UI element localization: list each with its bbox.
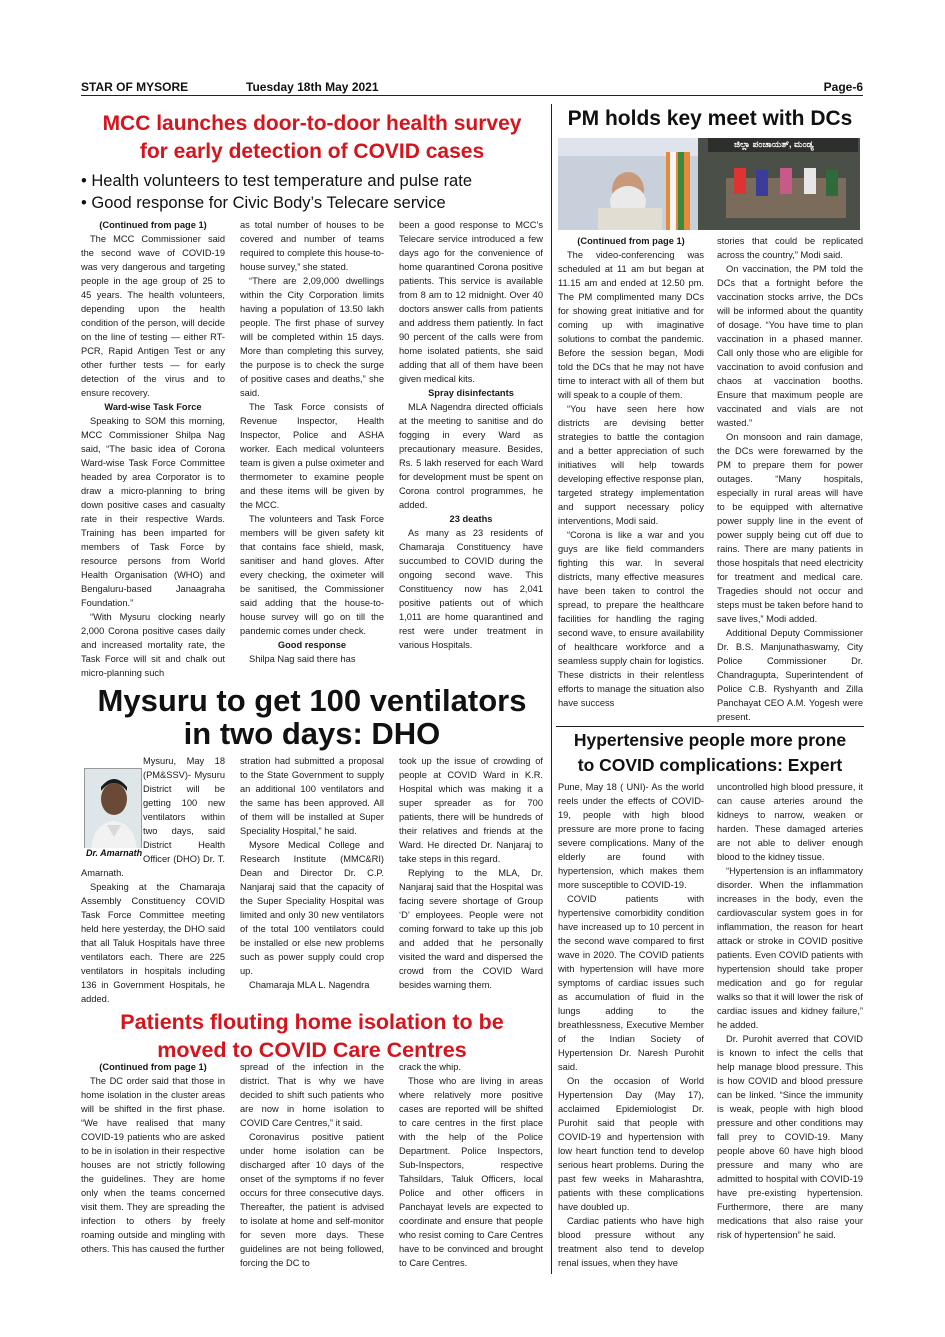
pm-column-1: (Continued from page 1) The video-conferencing was scheduled at 11 am but began at 11.15 am and ended at 12.50 pm. The PM complimented many DCs for showing great initiative and for coming up with imaginative solutions to combat the pandemic. Before the session began, Modi told the DCs that he may not have time to interact with all of them but will speak to a couple of them. “You have seen here how districts are devising better strategies to battle the contagion and a better appreciation of such initiatives will help towards developing effective response plan, targeted strategy implementation and support necessary policy interventions, Modi said. “Corona is like a war and you guys are like field commanders fighting this war. In several districts, many effective measures have been taken to control the spread, to prepare the healthcare facilities for handling the raging second wave, to ensure availability of healthcare workforce and a seamless supply chain for logistics. These districts in their relentless efforts to manage the situation also have success bbox=[558, 236, 704, 708]
mcc-column-2: as total number of houses to be covered and number of teams required to complete this house-to-house survey,” she stated. “There are 2,09,000 dwellings within the City Corporation limits having a population of 13.50 lakh people. The first phase of survey will be completed within 15 days. More than completing this survey, the purpose is to check the surge of positive cases and deaths,” she said. The Task Force consists of Revenue Inspector, Health Inspector, Police and ASHA worker. Each medical volunteers team is given a pulse oximeter and thermometer to examine people and these items will be given by the MCC. The volunteers and Task Force members will be given safety kit that contains face shield, mask, sanitiser and hand gloves. After every checking, the oximeter will be sanitised, the Commissioner said adding that the house-to-house survey will go on till the pandemic comes under check. Good response Shilpa Nag said there has bbox=[240, 220, 384, 664]
screen-caption-text: ಜಿಲ್ಲಾ ಪಂಚಾಯತ್, ಮಂಡ್ಯ bbox=[734, 139, 814, 149]
isolation-column-1: (Continued from page 1) The DC order said that those in home isolation in the cluster areas will be shifted in the first phase. “We have realised that many COVID-19 patients who are asked to be in isolation in their respective houses are not strictly following the guidelines. They are home only when the teams concerned visit them. They are spreading the infection to others by freely roaming outside and mingling with others. This has caused the further bbox=[81, 1062, 225, 1254]
column-divider-lower bbox=[551, 726, 552, 1274]
mcc-deck: • Health volunteers to test temperature and pulse rate • Good response for Civic Body’s Telecare service bbox=[81, 172, 472, 212]
ventilators-headline: Mysuru to get 100 ventilators in two days: DHO bbox=[97, 683, 527, 751]
ventilators-column-1: Mysuru, May 18 (PM&SSV)- Mysuru District will be getting 100 new ventilators within two days, said District Health Officer (DHO) Dr. T. Amarnath. Speaking at the Chamaraja Assembly Constituency COVID Task Force Committee meeting held here yesterday, the DHO said that all Taluk Hospitals have three ventilators each. There are 225 ventilators in hospitals including 136 in Government Hospitals, he added. bbox=[81, 756, 225, 1004]
column-divider bbox=[551, 104, 552, 726]
mcc-column-3: been a good response to MCC’s Telecare service introduced a few days ago for the convenience of home quarantined Corona positive patients. This service is available from 8 am to 12 midnight. Over 40 doctors answer calls from patients and address them patiently. In fact 90 percent of the calls were from home isolated patients, she said adding that all of them have been given medical kits. Spray disinfectants MLA Nagendra directed officials at the meeting to sanitise and do fogging in every Ward as precautionary measure. Besides, Rs. 5 lakh reserved for each Ward for development must be spent on Corona control programmes, he added. 23 deaths As many as 23 residents of Chamaraja Constituency have succumbed to COVID during the ongoing second wave. This Constituency now has 2,041 positive patients out of which 1,011 are home quarantined and rest were under treatment in various Hospitals. bbox=[399, 220, 543, 650]
hypertension-headline: Hypertensive people more prone to COVID complications: Expert bbox=[573, 730, 847, 775]
pm-column-2: stories that could be replicated across the country,” Modi said. On vaccination, the PM told the DCs that a fortnight before the vaccination stocks arrive, the DCs will be informed about the quantity of dosage. “You have time to plan vaccination in a phased manner. Call only those who are eligible for vaccination to avoid confusion and chaos at vaccination booths. Ensure that maximum people are vaccinated and vials are not wasted.” On monsoon and rain damage, the DCs were forewarned by the PM to prepare them for power outages. “Many hospitals, especially in rural areas will have to be equipped with alternative power supply line in the event of power supply being cut off due to rains. There are many patients in those hospitals that need electricity for treatment and medical care. Tragedies should not occur and steps must be taken before hand to save lives,” Modi added. Additional Deputy Commissioner Dr. B.S. Manjunathaswamy, City Police Commissioner Dr. Chandragupta, Superintendent of Police C.B. Ryshyanth and Zilla Panchayat CEO A.M. Yogesh were present. bbox=[717, 236, 863, 722]
pm-video-conference-photo bbox=[558, 138, 860, 230]
pm-photo-illustration bbox=[558, 138, 860, 230]
hypertension-column-2: uncontrolled high blood pressure, it can cause arteries around the kidneys to narrow, weaken or harden. These damaged arteries are not able to deliver enough blood to the kidney tissue. “Hypertension is an inflammatory disorder. When the inflammation increases in the body, even the cardiovascular system goes in for inflammation, the reason for heart attack or stroke in COVID positive patients. Even COVID patients with hypertension should take proper medication and go for regular walks so that it will lower the risk of cardiac issues and kidney failure,” he added. Dr. Purohit averred that COVID is known to infect the cells that help manage blood pressure. This is how COVID and blood pressure can be linked. “Since the immunity is weak, people with high blood pressure and other conditions may fall prey to COVID-19. Many people above 60 have high blood pressure and many who are admitted to hospital with COVID-19 have pre-existing hypertension. Furthermore, there are many medications that also raise your risk of hypertension” he said. bbox=[717, 782, 863, 1240]
dho-photo-caption: Dr. Amarnath bbox=[86, 848, 143, 858]
isolation-headline: Patients flouting home isolation to be moved to COVID Care Centres bbox=[120, 1010, 504, 1062]
ventilators-column-2: stration had submitted a proposal to the State Government to supply an additional 100 ventilators and the same has been approved. All of them will be installed at Super Speciality Hospital,” he said. Mysore Medical College and Research Institute (MMC&RI) Dean and Director Dr. C.P. Nanjaraj said that the capacity of the Super Speciality Hospital was limited and only 30 new ventilators of the total 100 ventilators could be installed or else new problems such as power supply could crop up. Chamaraja MLA L. Nagendra bbox=[240, 756, 384, 990]
isolation-column-2: spread of the infection in the district. That is why we have decided to shift such patients who are now in home isolation to COVID Care Centres,” it said. Coronavirus positive patient under home isolation can be discharged after 10 days of the onset of the symptoms if no fever occurs for three consecutive days. Thereafter, the patient is advised to isolate at home and self-monitor for seven more days. These guidelines are not being followed, forcing the DC to bbox=[240, 1062, 384, 1268]
pm-headline: PM holds key meet with DCs bbox=[567, 107, 853, 130]
ventilators-column-3: took up the issue of crowding of people at COVID Ward in K.R. Hospital which was making it a super spreader as for 700 patients, there will be hundreds of their relatives and friends at the Ward. He directed Dr. Nanjaraj to take steps in this regard. Replying to the MLA, Dr. Nanjaraj said that the Hospital was facing severe shortage of Group ‘D’ employees. People were not coming forward to take up this job and added that he personally visited the ward and dispersed the crowd from the COVID Ward besides warning them. bbox=[399, 756, 543, 990]
hypertension-top-rule bbox=[556, 726, 864, 727]
page-number: Page-6 bbox=[823, 80, 863, 94]
issue-date: Tuesday 18th May 2021 bbox=[246, 80, 379, 94]
mcc-column-1: (Continued from page 1) The MCC Commissioner said the second wave of COVID-19 was very dangerous and targeting people in the age group of 25 to 45 years. The health volunteers, depending upon the health condition of the person, will decide on the line of testing — either RT-PCR, Rapid Antigen Test or any other further tests — for early detection of the virus and to ensure recovery. Ward-wise Task Force Speaking to SOM this morning, MCC Commissioner Shilpa Nag said, “The basic idea of Corona Ward-wise Task Force Committee headed by area Corporator is to draw a micro-planning to bring down positive cases and casualty rate in their respective Wards. Training has been imparted for members of Task Force by resource persons from World Health Organisation (WHO) and Bengaluru-based Janaagraha Foundation.” “With Mysuru clocking nearly 2,000 Corona positive cases daily and increased mortality rate, the Task Force will sit and chalk out micro-planning such bbox=[81, 220, 225, 678]
masthead bbox=[81, 78, 863, 96]
paper-name: STAR OF MYSORE bbox=[81, 80, 189, 94]
mcc-headline: MCC launches door-to-door health survey for early detection of COVID cases bbox=[102, 112, 522, 163]
isolation-column-3: crack the whip. Those who are living in areas where relatively more positive cases are reported will be shifted to care centres in the first place with the help of the Police Department. Police Inspectors, Sub-Inspectors, respective Tahsildars, Taluk Officers, local Police and other officers in Panchayat levels are expected to coordinate and ensure that people who resist coming to Care Centres have to be convinced and brought to Care Centres. bbox=[399, 1062, 543, 1268]
portrait-float-space bbox=[81, 754, 143, 854]
hypertension-column-1: Pune, May 18 ( UNI)- As the world reels under the effects of COVID-19, people with high blood pressure are more prone to facing severe complications. Many of the elderly are found with hypertension, which makes them more susceptible to COVID-19. COVID patients with hypertensive comorbidity condition have increased up to 10 percent in the second wave compared to first wave in 2020. The COVID patients with hypertension will have more symptoms of cardiac issues such as accumulation of fluid in the lungs adding to the breathlessness, Executive Member of the Indian Society of Hypertension Dr. Naresh Purohit said. On the occasion of World Hypertension Day (May 17), acclaimed Epidemiologist Dr. Purohit said that people with COVID-19 and hypertension with low heart function tend to develop serious heart problems. During the past few weeks in Maharashtra, patients with these complications have doubled up. Cardiac patients who have high blood pressure without any treatment also tend to develop renal issues, when they have bbox=[558, 782, 704, 1268]
